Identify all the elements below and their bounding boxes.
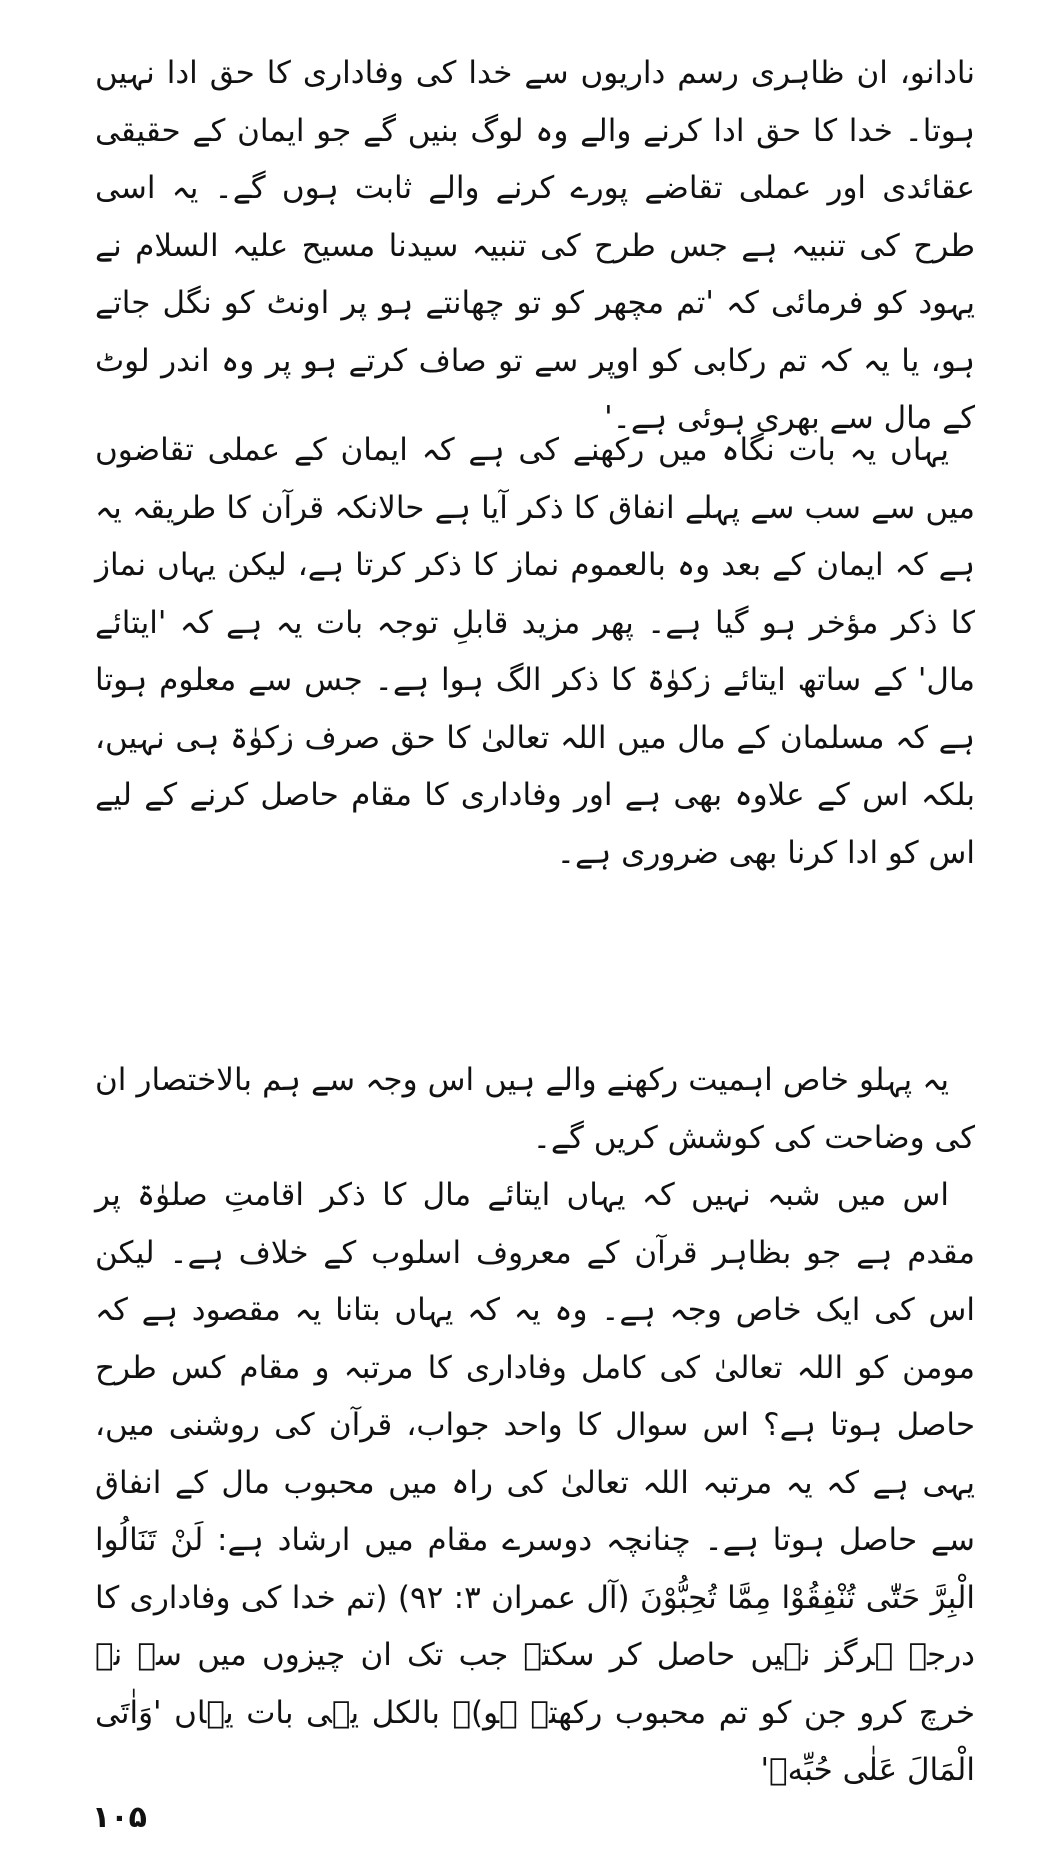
paragraph-2 — [95, 422, 975, 882]
paragraph-text: نادانو، ان ظاہری رسم داریوں سے خدا کی وفاداری کا حق ادا نہیں ہوتا۔ خدا کا حق ادا کرنے والے وہ لوگ بنیں گے جو ایمان کے حقیقی عقائدی اور عملی تقاضے پورے کرنے والے ثابت ہوں گے۔ یہ اسی طرح کی تنبیہ ہے جس طرح کی تنبیہ سیدنا مسیح علیہ السلام نے یہود کو فرمائی کہ 'تم مچھر کو تو چھانتے ہو پر اونٹ کو نگل جاتے ہو، یا یہ کہ تم رکابی کو اوپر سے تو صاف کرتے ہو پر وہ اندر لوٹ کے مال سے بھری ہوئی ہے۔' — [95, 55, 975, 436]
paragraph-1 — [95, 45, 975, 448]
paragraph-text: یہاں یہ بات نگاہ میں رکھنے کی ہے کہ ایمان کے عملی تقاضوں میں سے سب سے پہلے انفاق کا ذکر آیا ہے حالانکہ قرآن کا طریقہ یہ ہے کہ ایمان کے بعد وہ بالعموم نماز کا ذکر کرتا ہے، لیکن یہاں نماز کا ذکر مؤخر ہو گیا ہے۔ پھر مزید قابلِ توجہ بات یہ ہے کہ 'ایتائے مال' کے ساتھ ایتائے زکوٰۃ کا ذکر الگ ہوا ہے۔ جس سے معلوم ہوتا ہے کہ مسلمان کے مال میں اللہ تعالیٰ کا حق صرف زکوٰۃ ہی نہیں، بلکہ اس کے علاوہ بھی ہے اور وفاداری کا مقام حاصل کرنے کے لیے اس کو ادا کرنا بھی ضروری ہے۔ — [95, 432, 975, 871]
paragraph-text: اس میں شبہ نہیں کہ یہاں ایتائے مال کا ذکر اقامتِ صلوٰۃ پر مقدم ہے جو بظاہر قرآن کے معروف اسلوب کے خلاف ہے۔ لیکن اس کی ایک خاص وجہ ہے۔ وہ یہ کہ یہاں بتانا یہ مقصود ہے کہ مومن کو اللہ تعالیٰ کی کامل وفاداری کا مرتبہ و مقام کس طرح حاصل ہوتا ہے؟ اس سوال کا واحد جواب، قرآن کی روشنی میں، یہی ہے کہ یہ مرتبہ اللہ تعالیٰ کی راہ میں محبوب مال کے انفاق سے حاصل ہوتا ہے۔ چنانچہ دوسرے مقام میں ارشاد ہے: لَنْ تَنَالُوا الْبِرَّ حَتّٰى تُنْفِقُوْا مِمَّا تُحِبُّوْنَ (آل عمران ۳: ۹۲) (تم خدا کی وفاداری کا درجہ ہرگز نہیں حاصل کر سکتے جب تک ان چیزوں میں سے نہ خرچ کرو جن کو تم محبوب رکھتے ہو)۔ بالکل یہی بات یہاں 'وَاٰتَى الْمَالَ عَلٰى حُبِّهٖ' — [95, 1177, 976, 1788]
paragraph-text: یہ پہلو خاص اہمیت رکھنے والے ہیں اس وجہ سے ہم بالاختصار ان کی وضاحت کی کوشش کریں گے۔ — [95, 1062, 975, 1156]
paragraph-3 — [95, 1052, 975, 1167]
page-number: ۱۰۵ — [92, 1800, 147, 1835]
paragraph-4 — [95, 1167, 975, 1800]
